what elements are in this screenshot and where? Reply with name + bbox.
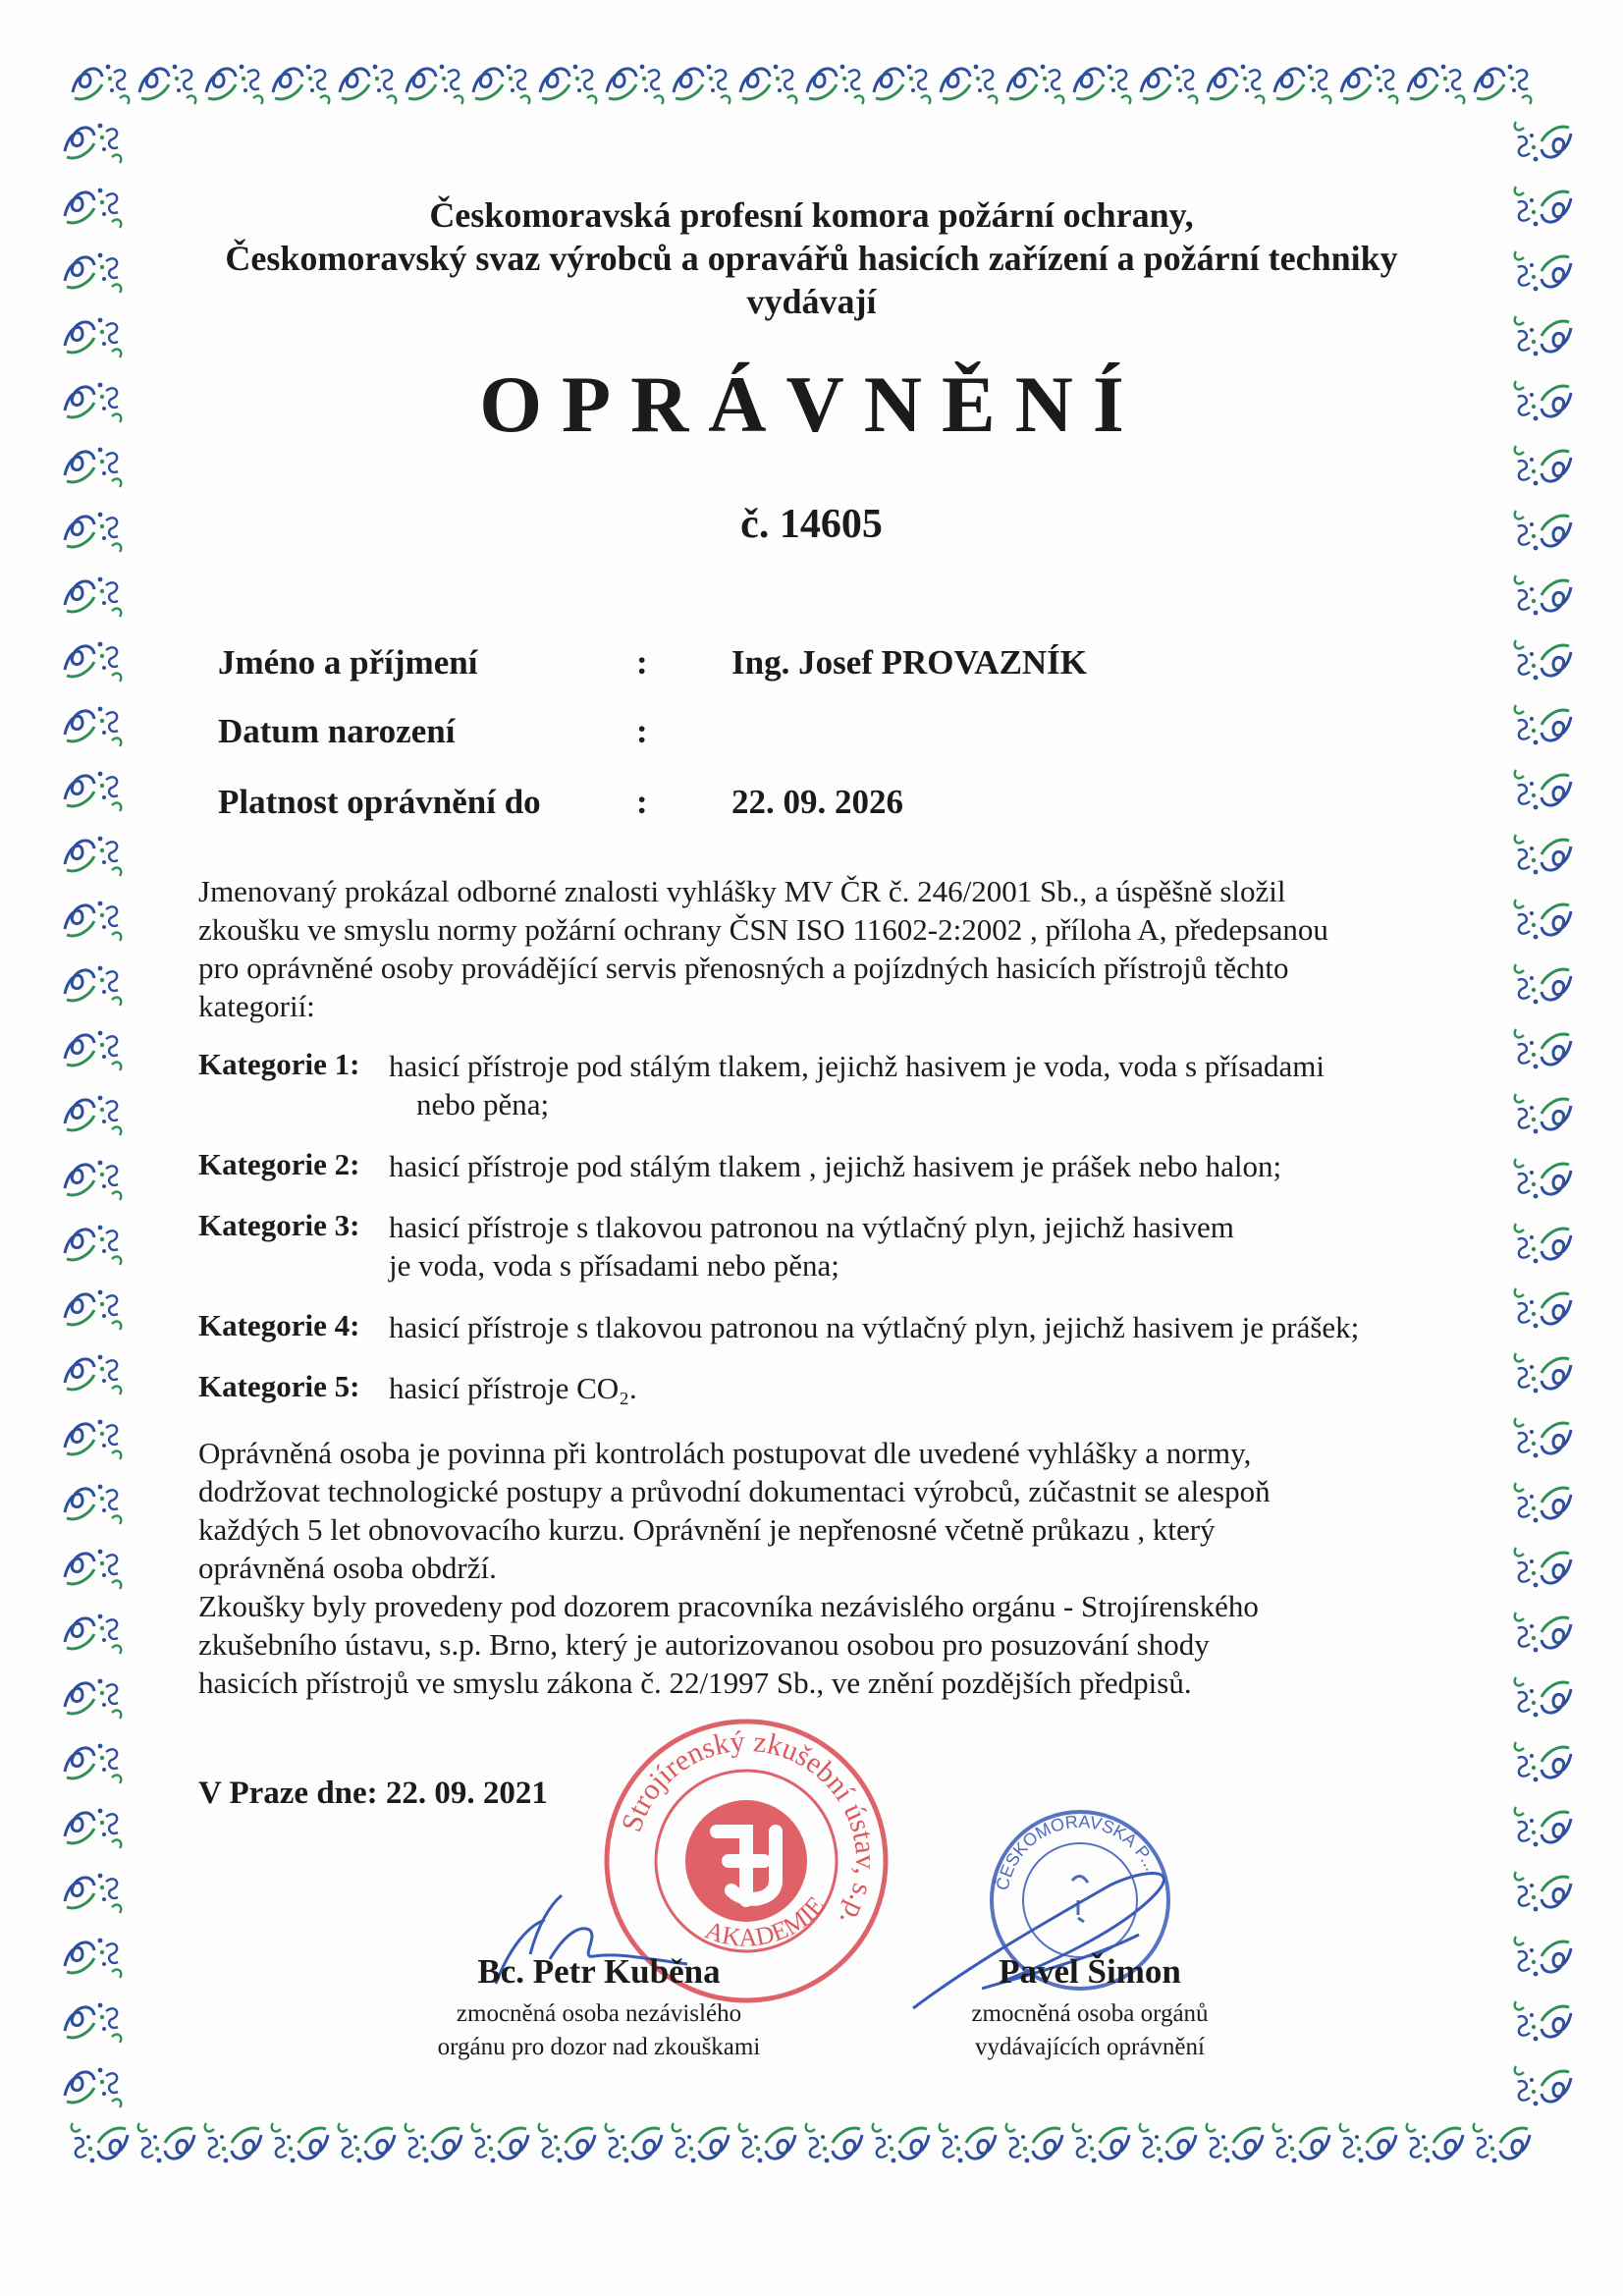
duties-line: Oprávněná osoba je povinna při kontrolách postupovat dle uvedené vyhlášky a normy, <box>198 1436 1252 1470</box>
border-ornament <box>73 65 129 104</box>
intro-line: zkoušku ve smyslu normy požární ochrany ČSN ISO 11602-2:2002 , příloha A, předepsanou <box>198 912 1328 947</box>
border-ornament <box>65 902 121 941</box>
category-1-label: Kategorie 1: <box>198 1047 360 1081</box>
duties-paragraph <box>198 1434 1416 1702</box>
duties-line: Zkoušky byly provedeny pod dozorem pracovníka nezávislého orgánu - Strojírenského <box>198 1589 1259 1623</box>
border-ornament <box>940 2123 996 2162</box>
border-ornament <box>272 2123 328 2162</box>
border-ornament <box>941 65 997 104</box>
border-ornament <box>1515 1288 1571 1328</box>
field-birthdate-label: Datum narození <box>218 712 456 750</box>
duties-line: zkušebního ústavu, s.p. Brno, který je autorizovanou osobou pro posuzování shody <box>198 1627 1210 1662</box>
border-ornament <box>1515 1742 1571 1781</box>
border-ornament <box>65 383 121 422</box>
border-ornament <box>65 1614 121 1654</box>
border-ornament <box>273 65 329 104</box>
border-ornament <box>1515 1353 1571 1393</box>
border-ornament <box>65 189 121 228</box>
border-ornament <box>65 1744 121 1783</box>
border-ornament <box>1515 835 1571 874</box>
category-line: nebo pěna; <box>416 1087 550 1121</box>
border-ornament <box>1073 2123 1129 2162</box>
border-ornament <box>739 2123 795 2162</box>
category-4-label: Kategorie 4: <box>198 1308 360 1342</box>
category-line: hasicí přístroje s tlakovou patronou na výtlačný plyn, jejichž hasivem <box>389 1210 1234 1244</box>
border-ornament <box>1340 2123 1396 2162</box>
field-name-value: Ing. Josef PROVAZNÍK <box>731 643 1088 682</box>
field-validity-label: Platnost oprávnění do <box>218 783 541 821</box>
border-ornament <box>1515 1029 1571 1068</box>
border-ornament <box>65 513 121 552</box>
border-ornament <box>65 1031 121 1070</box>
border-ornament <box>1474 2123 1530 2162</box>
category-1-text <box>389 1047 1459 1123</box>
border-ornament <box>65 1420 121 1459</box>
border-ornament <box>65 707 121 746</box>
border-ornament <box>65 1161 121 1200</box>
field-name-colon: : <box>636 643 648 682</box>
border-ornament <box>873 2123 929 2162</box>
border-ornament <box>65 1226 121 1265</box>
border-ornament <box>1208 65 1264 104</box>
border-ornament <box>1407 2123 1463 2162</box>
border-ornament <box>1515 640 1571 680</box>
field-validity-value: 22. 09. 2026 <box>731 783 903 821</box>
category-5-text <box>389 1369 1459 1407</box>
border-ornament <box>1515 575 1571 615</box>
signatory-role-line: zmocněná osoba orgánů <box>971 2000 1209 2027</box>
stamp-ring-text: ČESKOMORAVSKÁ P... <box>992 1811 1162 1892</box>
border-ornament <box>1515 251 1571 291</box>
border-ornament <box>1515 770 1571 809</box>
border-ornament <box>65 837 121 876</box>
field-name-label: Jméno a příjmení <box>218 643 478 682</box>
border-ornament <box>65 577 121 617</box>
intro-line: Jmenovaný prokázal odborné znalosti vyhlášky MV ČR č. 246/2001 Sb., a úspěšně složil <box>198 874 1286 908</box>
border-ornament <box>205 2123 261 2162</box>
border-ornament <box>406 65 462 104</box>
border-ornament <box>674 65 730 104</box>
stamp-ring-text: Strojírenský zkušební ústav, s.p. <box>615 1724 883 1934</box>
border-ornament <box>65 1809 121 1848</box>
border-ornament <box>740 65 796 104</box>
border-ornament <box>607 65 663 104</box>
border-ornament <box>1515 187 1571 226</box>
border-ornament <box>1341 65 1397 104</box>
stamp-bottom-text: AKADEMIE <box>701 1890 831 1952</box>
border-ornament <box>65 253 121 293</box>
border-ornament <box>1515 1807 1571 1846</box>
signatory-2-name: Pavel Šimon <box>999 1952 1181 1991</box>
border-ornament <box>65 772 121 811</box>
field-birthdate-colon: : <box>636 712 648 750</box>
category-5-label: Kategorie 5: <box>198 1369 360 1403</box>
border-ornament <box>1140 2123 1196 2162</box>
signatory-role-line: orgánu pro dozor nad zkouškami <box>437 2034 761 2060</box>
document-number: č. 14605 <box>740 502 883 547</box>
border-ornament <box>1515 1224 1571 1263</box>
border-ornament <box>65 1679 121 1719</box>
border-ornament <box>1515 511 1571 550</box>
border-ornament <box>1274 65 1330 104</box>
intro-line: kategorií: <box>198 989 315 1023</box>
border-ornament <box>1408 65 1464 104</box>
duties-line: hasicích přístrojů ve smyslu zákona č. 22/1997 Sb., ve znění pozdějších předpisů. <box>198 1666 1192 1700</box>
border-ornament <box>1273 2123 1329 2162</box>
duties-line: každých 5 let obnovovacího kurzu. Oprávnění je nepřenosné včetně průkazu , který <box>198 1512 1216 1547</box>
border-ornament <box>1515 122 1571 161</box>
border-ornament <box>65 1096 121 1135</box>
border-ornament <box>65 448 121 487</box>
border-ornament <box>1475 65 1531 104</box>
border-ornament <box>1515 1548 1571 1587</box>
border-ornament <box>406 2123 461 2162</box>
border-ornament <box>72 2123 128 2162</box>
issuer-line-3: vydávají <box>746 282 877 321</box>
border-ornament <box>1007 65 1063 104</box>
issuer-line-2: Českomoravský svaz výrobců a opravářů hasicích zařízení a požární techniky <box>225 239 1398 278</box>
border-ornament <box>473 65 529 104</box>
border-ornament <box>1515 446 1571 485</box>
border-ornament <box>606 2123 662 2162</box>
border-ornament <box>1515 705 1571 744</box>
category-line: hasicí přístroje pod stálým tlakem, jejichž hasivem je voda, voda s přísadami <box>389 1049 1325 1083</box>
category-4-text <box>389 1308 1459 1346</box>
border-ornament <box>540 65 596 104</box>
border-ornament <box>65 124 121 163</box>
border-ornament <box>65 642 121 682</box>
border-ornament <box>65 318 121 357</box>
border-ornament <box>1515 316 1571 355</box>
category-3-label: Kategorie 3: <box>198 1208 360 1242</box>
signatory-role-line: vydávajících oprávnění <box>975 2034 1205 2060</box>
border-ornament <box>339 2123 395 2162</box>
border-ornament <box>65 1355 121 1394</box>
border-ornament <box>1515 1613 1571 1652</box>
border-ornament <box>65 1550 121 1589</box>
border-ornament <box>1515 2066 1571 2105</box>
signatory-1-role <box>373 1997 825 2064</box>
signatory-role-line: zmocněná osoba nezávislého <box>456 2000 742 2027</box>
border-ornament <box>65 2068 121 2107</box>
field-validity-colon: : <box>636 783 648 821</box>
border-ornament <box>1515 1159 1571 1198</box>
border-ornament <box>1515 381 1571 420</box>
category-3-text <box>389 1208 1459 1285</box>
border-ornament <box>1515 900 1571 939</box>
border-ornament <box>1515 1677 1571 1717</box>
border-ornament <box>1515 1418 1571 1457</box>
intro-line: pro oprávněné osoby provádějící servis přenosných a pojízdných hasicích přístrojů těchto <box>198 951 1289 985</box>
category-2-label: Kategorie 2: <box>198 1147 360 1181</box>
place-date: V Praze dne: 22. 09. 2021 <box>198 1776 548 1811</box>
duties-line: dodržovat technologické postupy a průvodní dokumentaci výrobců, zúčastnit se alespoň <box>198 1474 1271 1508</box>
border-ornament <box>65 966 121 1006</box>
border-ornament <box>1207 2123 1263 2162</box>
border-ornament <box>673 2123 729 2162</box>
intro-paragraph <box>198 872 1416 1025</box>
signatory-1-name: Bc. Petr Kuběna <box>477 1952 721 1991</box>
border-ornament <box>1074 65 1130 104</box>
border-ornament <box>1515 1483 1571 1522</box>
border-ornament <box>807 65 863 104</box>
border-ornament <box>1141 65 1197 104</box>
border-ornament <box>65 1485 121 1524</box>
border-ornament <box>539 2123 595 2162</box>
category-line: hasicí přístroje CO₂. <box>389 1371 637 1405</box>
category-line: hasicí přístroje s tlakovou patronou na výtlačný plyn, jejichž hasivem je prášek; <box>389 1310 1360 1344</box>
border-ornament <box>206 65 262 104</box>
border-ornament <box>806 2123 862 2162</box>
border-ornament <box>874 65 930 104</box>
border-ornament <box>138 2123 194 2162</box>
border-ornament <box>65 1290 121 1330</box>
border-ornament <box>340 65 396 104</box>
border-ornament <box>1515 964 1571 1004</box>
category-line: je voda, voda s přísadami nebo pěna; <box>389 1248 839 1283</box>
document-title: OPRÁVNĚNÍ <box>479 359 1144 449</box>
border-ornament <box>1006 2123 1062 2162</box>
border-ornament <box>139 65 195 104</box>
duties-line: oprávněná osoba obdrží. <box>198 1551 497 1585</box>
border-ornament <box>472 2123 528 2162</box>
signatory-2-role <box>884 1997 1296 2064</box>
border-ornament <box>1515 1094 1571 1133</box>
issuer-line-1: Českomoravská profesní komora požární ochrany, <box>429 195 1194 235</box>
category-line: hasicí přístroje pod stálým tlakem , jejichž hasivem je prášek nebo halon; <box>389 1149 1282 1183</box>
category-2-text <box>389 1147 1459 1185</box>
